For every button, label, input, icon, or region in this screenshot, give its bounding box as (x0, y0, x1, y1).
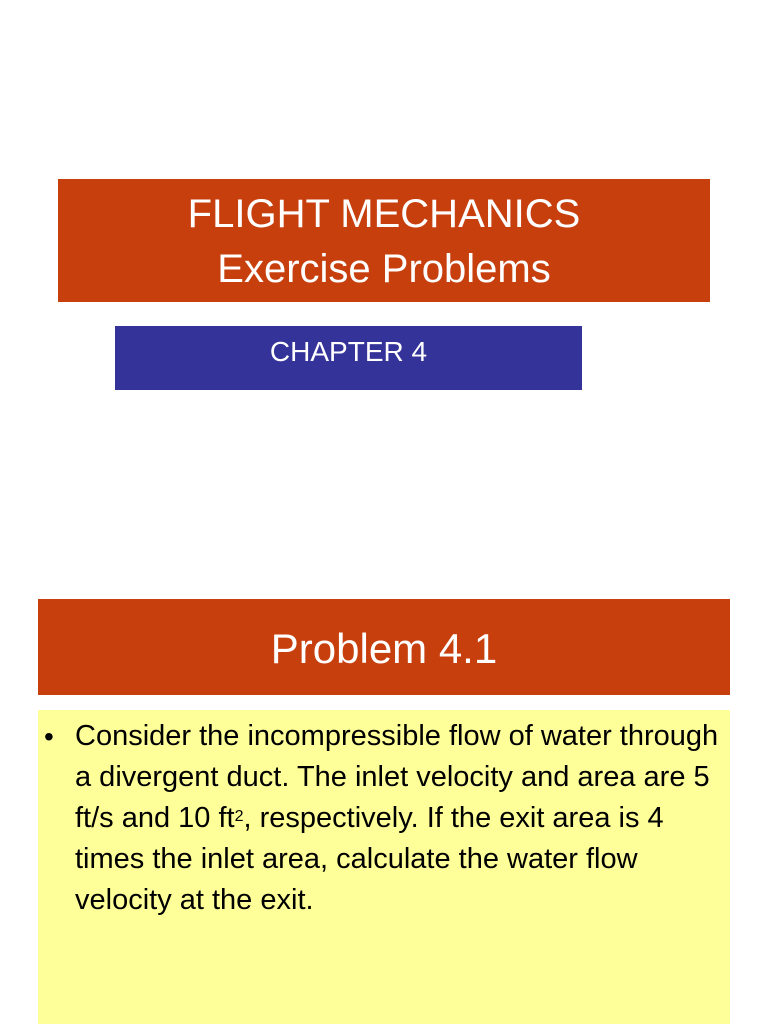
title-line-2: Exercise Problems (217, 247, 551, 291)
problem-body (38, 710, 730, 1024)
chapter-label: CHAPTER 4 (269, 336, 428, 367)
problem-text-part-1: Consider the incompressible flow of water through a divergent duct. The inlet velocity and area are 5 ft/s and 10 ft (75, 720, 719, 834)
problem-statement (75, 716, 730, 921)
superscript-exponent: 2 (234, 808, 244, 825)
chapter-banner (115, 326, 582, 390)
problem-heading: Problem 4.1 (270, 625, 498, 672)
problem-heading-banner (38, 599, 730, 695)
title-line-1: FLIGHT MECHANICS (187, 192, 581, 236)
bullet-icon: • (44, 721, 54, 752)
problem-text-part-2: , respectively. If the exit area is 4 times the inlet area, calculate the water flow velocity at the exit. (75, 802, 664, 916)
title-banner (58, 179, 710, 302)
